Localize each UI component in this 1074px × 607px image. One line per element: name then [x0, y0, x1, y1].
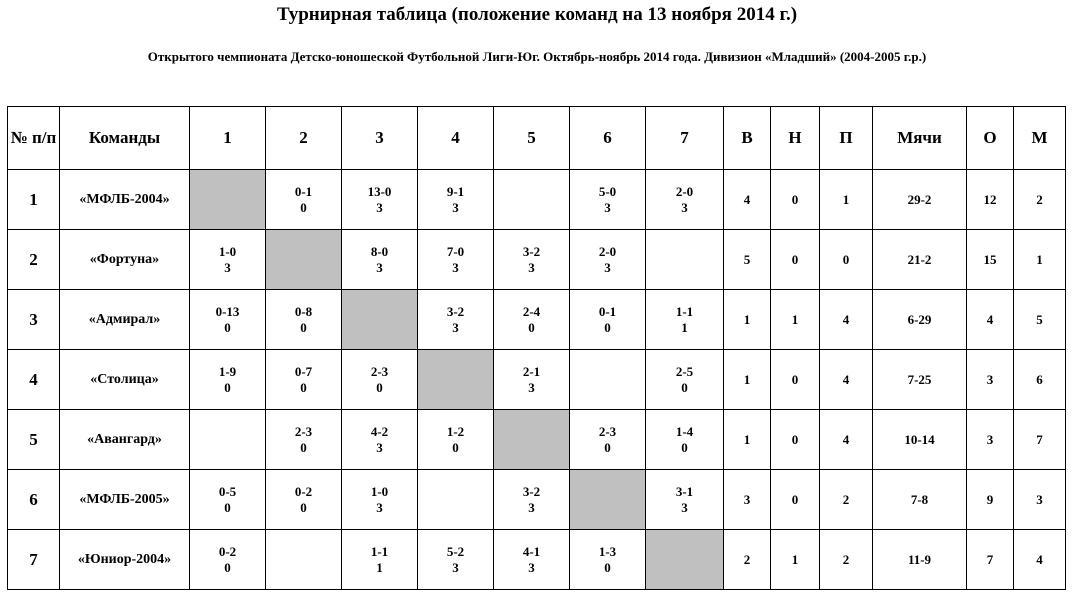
match-score: 4-1: [522, 543, 541, 559]
match-result-cell: [494, 350, 570, 410]
wins-cell: 4: [724, 170, 771, 230]
team-name: «МФЛБ-2004»: [60, 170, 190, 230]
match-result-cell: [190, 410, 266, 470]
match-score: 0-1: [294, 183, 313, 199]
match-score: 0-8: [294, 303, 313, 319]
match-points: 0: [604, 559, 611, 575]
header-points: О: [967, 107, 1014, 170]
match-score: 0-7: [294, 363, 313, 379]
team-name: «Фортуна»: [60, 230, 190, 290]
match-result-cell: [570, 170, 646, 230]
match-score: 3-1: [675, 483, 694, 499]
header-opponent-1: 1: [190, 107, 266, 170]
match-result-cell: [342, 170, 418, 230]
header-wins: В: [724, 107, 771, 170]
match-score: 3-2: [446, 303, 465, 319]
match-score: 3-2: [522, 243, 541, 259]
points-cell: 7: [967, 530, 1014, 590]
match-result-cell: [190, 530, 266, 590]
points-cell: 3: [967, 350, 1014, 410]
points-cell: 3: [967, 410, 1014, 470]
losses-cell: 1: [820, 170, 873, 230]
match-points: 0: [300, 319, 307, 335]
wins-cell: 2: [724, 530, 771, 590]
header-teams: Команды: [60, 107, 190, 170]
match-result-cell: [646, 290, 724, 350]
losses-cell: 4: [820, 350, 873, 410]
table-row: [8, 230, 1066, 290]
diagonal-cell: [494, 410, 570, 470]
match-result-cell: [266, 470, 342, 530]
match-result-cell: [494, 230, 570, 290]
standings-body: [8, 170, 1066, 590]
diagonal-cell: [190, 170, 266, 230]
row-number: 5: [8, 410, 60, 470]
match-points: 1: [376, 559, 383, 575]
losses-cell: 2: [820, 530, 873, 590]
match-result-cell: [494, 470, 570, 530]
wins-cell: 1: [724, 410, 771, 470]
match-score: 1-3: [598, 543, 617, 559]
match-result-cell: [646, 230, 724, 290]
diagonal-cell: [646, 530, 724, 590]
match-score: 0-13: [215, 303, 240, 319]
row-number: 3: [8, 290, 60, 350]
match-points: 0: [681, 379, 688, 395]
draws-cell: 0: [771, 170, 820, 230]
goals-cell: 6-29: [873, 290, 967, 350]
diagonal-cell: [570, 470, 646, 530]
match-result-cell: [418, 470, 494, 530]
match-score: 1-1: [370, 543, 389, 559]
header-goals: Мячи: [873, 107, 967, 170]
match-points: 0: [224, 499, 231, 515]
match-result-cell: [266, 530, 342, 590]
match-points: 0: [604, 439, 611, 455]
points-cell: 15: [967, 230, 1014, 290]
match-score: 2-0: [675, 183, 694, 199]
match-score: 0-1: [598, 303, 617, 319]
match-score: 1-1: [675, 303, 694, 319]
draws-cell: 0: [771, 230, 820, 290]
header-num: № п/п: [8, 107, 60, 170]
losses-cell: 4: [820, 290, 873, 350]
team-name: «Авангард»: [60, 410, 190, 470]
match-points: 0: [300, 439, 307, 455]
match-points: 0: [452, 439, 459, 455]
match-points: 0: [604, 319, 611, 335]
match-points: 3: [376, 259, 383, 275]
match-score: 5-2: [446, 543, 465, 559]
match-result-cell: [418, 230, 494, 290]
place-cell: 4: [1014, 530, 1066, 590]
header-opponent-5: 5: [494, 107, 570, 170]
team-name: «Столица»: [60, 350, 190, 410]
match-score: 2-3: [598, 423, 617, 439]
place-cell: 2: [1014, 170, 1066, 230]
points-cell: 4: [967, 290, 1014, 350]
match-points: 3: [604, 199, 611, 215]
diagonal-cell: [418, 350, 494, 410]
table-row: [8, 350, 1066, 410]
match-points: 3: [376, 199, 383, 215]
place-cell: 1: [1014, 230, 1066, 290]
match-score: 2-4: [522, 303, 541, 319]
match-result-cell: [646, 350, 724, 410]
losses-cell: 4: [820, 410, 873, 470]
losses-cell: 2: [820, 470, 873, 530]
match-result-cell: [190, 350, 266, 410]
match-result-cell: [342, 470, 418, 530]
team-name: «Юниор-2004»: [60, 530, 190, 590]
diagonal-cell: [266, 230, 342, 290]
header-draws: Н: [771, 107, 820, 170]
match-score: 2-3: [370, 363, 389, 379]
match-result-cell: [342, 530, 418, 590]
place-cell: 5: [1014, 290, 1066, 350]
match-result-cell: [342, 410, 418, 470]
header-place: М: [1014, 107, 1066, 170]
match-points: 3: [376, 439, 383, 455]
table-row: [8, 470, 1066, 530]
place-cell: 6: [1014, 350, 1066, 410]
row-number: 2: [8, 230, 60, 290]
match-result-cell: [494, 530, 570, 590]
match-score: 0-2: [294, 483, 313, 499]
header-losses: П: [820, 107, 873, 170]
match-points: 0: [300, 199, 307, 215]
match-result-cell: [418, 290, 494, 350]
match-result-cell: [190, 290, 266, 350]
match-result-cell: [646, 470, 724, 530]
match-points: 3: [681, 199, 688, 215]
match-score: 8-0: [370, 243, 389, 259]
goals-cell: 29-2: [873, 170, 967, 230]
match-result-cell: [570, 350, 646, 410]
header-opponent-2: 2: [266, 107, 342, 170]
draws-cell: 0: [771, 470, 820, 530]
match-points: 0: [300, 499, 307, 515]
header-opponent-7: 7: [646, 107, 724, 170]
match-score: 2-1: [522, 363, 541, 379]
match-score: 5-0: [598, 183, 617, 199]
match-result-cell: [570, 230, 646, 290]
match-result-cell: [494, 290, 570, 350]
match-score: 0-2: [218, 543, 237, 559]
match-score: 0-5: [218, 483, 237, 499]
table-row: [8, 410, 1066, 470]
row-number: 6: [8, 470, 60, 530]
goals-cell: 10-14: [873, 410, 967, 470]
match-points: 3: [528, 559, 535, 575]
header-opponent-3: 3: [342, 107, 418, 170]
match-score: 2-0: [598, 243, 617, 259]
match-result-cell: [646, 170, 724, 230]
match-score: 2-3: [294, 423, 313, 439]
match-points: 3: [376, 499, 383, 515]
wins-cell: 5: [724, 230, 771, 290]
match-result-cell: [266, 410, 342, 470]
table-row: [8, 290, 1066, 350]
match-score: 3-2: [522, 483, 541, 499]
match-result-cell: [418, 410, 494, 470]
match-result-cell: [570, 530, 646, 590]
match-points: 3: [604, 259, 611, 275]
goals-cell: 7-25: [873, 350, 967, 410]
points-cell: 9: [967, 470, 1014, 530]
diagonal-cell: [342, 290, 418, 350]
match-result-cell: [570, 290, 646, 350]
losses-cell: 0: [820, 230, 873, 290]
match-score: 9-1: [446, 183, 465, 199]
match-points: 0: [224, 319, 231, 335]
match-points: 0: [224, 559, 231, 575]
page-subtitle: Открытого чемпионата Детско-юношеской Футбольной Лиги-Юг. Октябрь-ноябрь 2014 года. Дивизион «Младший» (2004-2005 г.р.): [147, 49, 927, 64]
points-cell: 12: [967, 170, 1014, 230]
match-points: 0: [376, 379, 383, 395]
wins-cell: 1: [724, 350, 771, 410]
match-points: 3: [452, 199, 459, 215]
match-points: 3: [224, 259, 231, 275]
wins-cell: 3: [724, 470, 771, 530]
match-result-cell: [646, 410, 724, 470]
goals-cell: 11-9: [873, 530, 967, 590]
match-score: 1-0: [370, 483, 389, 499]
match-points: 3: [681, 499, 688, 515]
match-points: 0: [528, 319, 535, 335]
team-name: «Адмирал»: [60, 290, 190, 350]
standings-table: [7, 106, 1066, 590]
match-points: 3: [528, 499, 535, 515]
match-result-cell: [190, 470, 266, 530]
draws-cell: 0: [771, 350, 820, 410]
match-points: 0: [300, 379, 307, 395]
match-score: 1-0: [218, 243, 237, 259]
team-name: «МФЛБ-2005»: [60, 470, 190, 530]
header-opponent-6: 6: [570, 107, 646, 170]
goals-cell: 7-8: [873, 470, 967, 530]
match-score: 1-2: [446, 423, 465, 439]
goals-cell: 21-2: [873, 230, 967, 290]
match-points: 0: [224, 379, 231, 395]
match-score: 2-5: [675, 363, 694, 379]
table-row: [8, 170, 1066, 230]
row-number: 1: [8, 170, 60, 230]
match-result-cell: [418, 170, 494, 230]
match-result-cell: [570, 410, 646, 470]
match-result-cell: [266, 290, 342, 350]
match-result-cell: [190, 230, 266, 290]
match-score: 4-2: [370, 423, 389, 439]
table-row: [8, 530, 1066, 590]
place-cell: 3: [1014, 470, 1066, 530]
match-points: 3: [528, 259, 535, 275]
draws-cell: 1: [771, 530, 820, 590]
place-cell: 7: [1014, 410, 1066, 470]
match-points: 1: [681, 319, 688, 335]
match-result-cell: [494, 170, 570, 230]
draws-cell: 1: [771, 290, 820, 350]
match-result-cell: [342, 230, 418, 290]
header-row: [8, 107, 1066, 170]
match-score: 1-4: [675, 423, 694, 439]
header-opponent-4: 4: [418, 107, 494, 170]
draws-cell: 0: [771, 410, 820, 470]
match-points: 3: [452, 259, 459, 275]
match-result-cell: [266, 350, 342, 410]
match-result-cell: [342, 350, 418, 410]
match-score: 7-0: [446, 243, 465, 259]
match-score: 1-9: [218, 363, 237, 379]
match-points: 3: [528, 379, 535, 395]
match-score: 13-0: [367, 183, 392, 199]
match-result-cell: [418, 530, 494, 590]
row-number: 7: [8, 530, 60, 590]
row-number: 4: [8, 350, 60, 410]
wins-cell: 1: [724, 290, 771, 350]
match-points: 3: [452, 319, 459, 335]
match-points: 0: [681, 439, 688, 455]
page-title: Турнирная таблица (положение команд на 13 ноября 2014 г.): [276, 4, 798, 25]
match-result-cell: [266, 170, 342, 230]
match-points: 3: [452, 559, 459, 575]
